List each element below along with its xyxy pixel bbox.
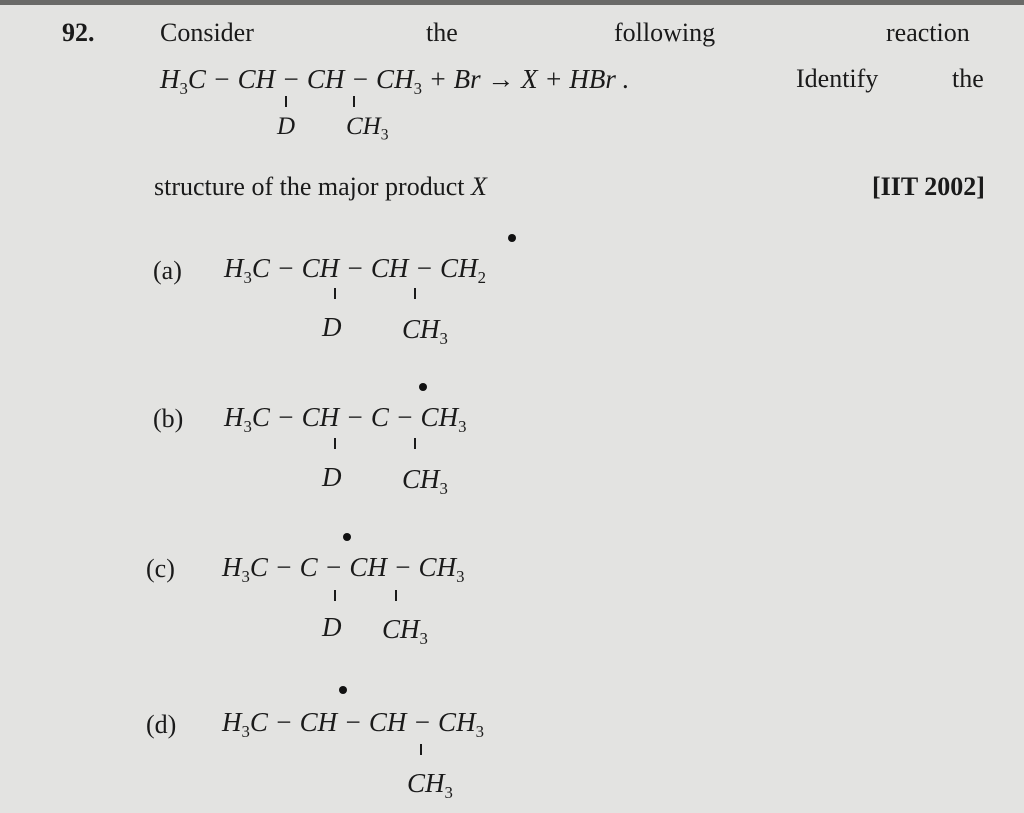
option-d-chain[interactable]: $H_3C$ − CH − CH − $CH_3$ [222, 707, 484, 741]
bond-d [285, 96, 287, 107]
radical-dot-c [343, 533, 351, 541]
option-a-bond-d [334, 288, 336, 299]
reaction-equation: $H_3C$ − CH − CH − $CH_3 + Br \to X$ + HBr . [160, 64, 630, 98]
question-number: 92. [62, 18, 95, 47]
intro-word-3: following [614, 18, 716, 47]
question-source: [IIT 2002] [872, 172, 985, 201]
bond-ch3 [353, 96, 355, 107]
question-prompt: structure of the major product X [154, 172, 487, 201]
intro-word-2: the [426, 18, 458, 47]
radical-dot-d [339, 686, 347, 694]
radical-dot-a [508, 234, 516, 242]
option-d-label[interactable]: (d) [146, 710, 177, 739]
reactant-substituent-d: D [277, 113, 296, 140]
option-c-chain[interactable]: $H_3C - C$ − CH − $CH_3$ [222, 552, 465, 586]
option-a-chain[interactable]: $H_3C$ − CH − CH − $CH_2$ [224, 253, 486, 287]
option-c-substituent-d: D [322, 612, 342, 642]
radical-dot-b [419, 383, 427, 391]
option-a-bond-ch3 [414, 288, 416, 299]
option-c-bond-d [334, 590, 336, 601]
identify-word-1: Identify [796, 64, 879, 93]
option-b-bond-d [334, 438, 336, 449]
option-c-label[interactable]: (c) [146, 554, 175, 583]
option-c-substituent-ch3: $CH_3$ [382, 614, 428, 648]
option-d-bond-ch3 [420, 744, 422, 755]
option-a-substituent-ch3: $CH_3$ [402, 314, 448, 348]
identify-word-2: the [952, 64, 984, 93]
option-d-substituent-ch3: $CH_3$ [407, 768, 453, 802]
intro-word-1: Consider [160, 18, 254, 47]
option-b-substituent-ch3: $CH_3$ [402, 464, 448, 498]
option-a-label[interactable]: (a) [153, 256, 182, 285]
intro-word-4: reaction [886, 18, 970, 47]
option-b-substituent-d: D [322, 462, 342, 492]
option-b-label[interactable]: (b) [153, 404, 184, 433]
option-b-bond-ch3 [414, 438, 416, 449]
option-c-bond-ch3 [395, 590, 397, 601]
option-b-chain[interactable]: $H_3C$ − CH − $C - CH_3$ [224, 402, 467, 436]
page-top-rule [0, 0, 1024, 5]
reactant-substituent-ch3: $CH_3$ [346, 113, 389, 144]
option-a-substituent-d: D [322, 312, 342, 342]
